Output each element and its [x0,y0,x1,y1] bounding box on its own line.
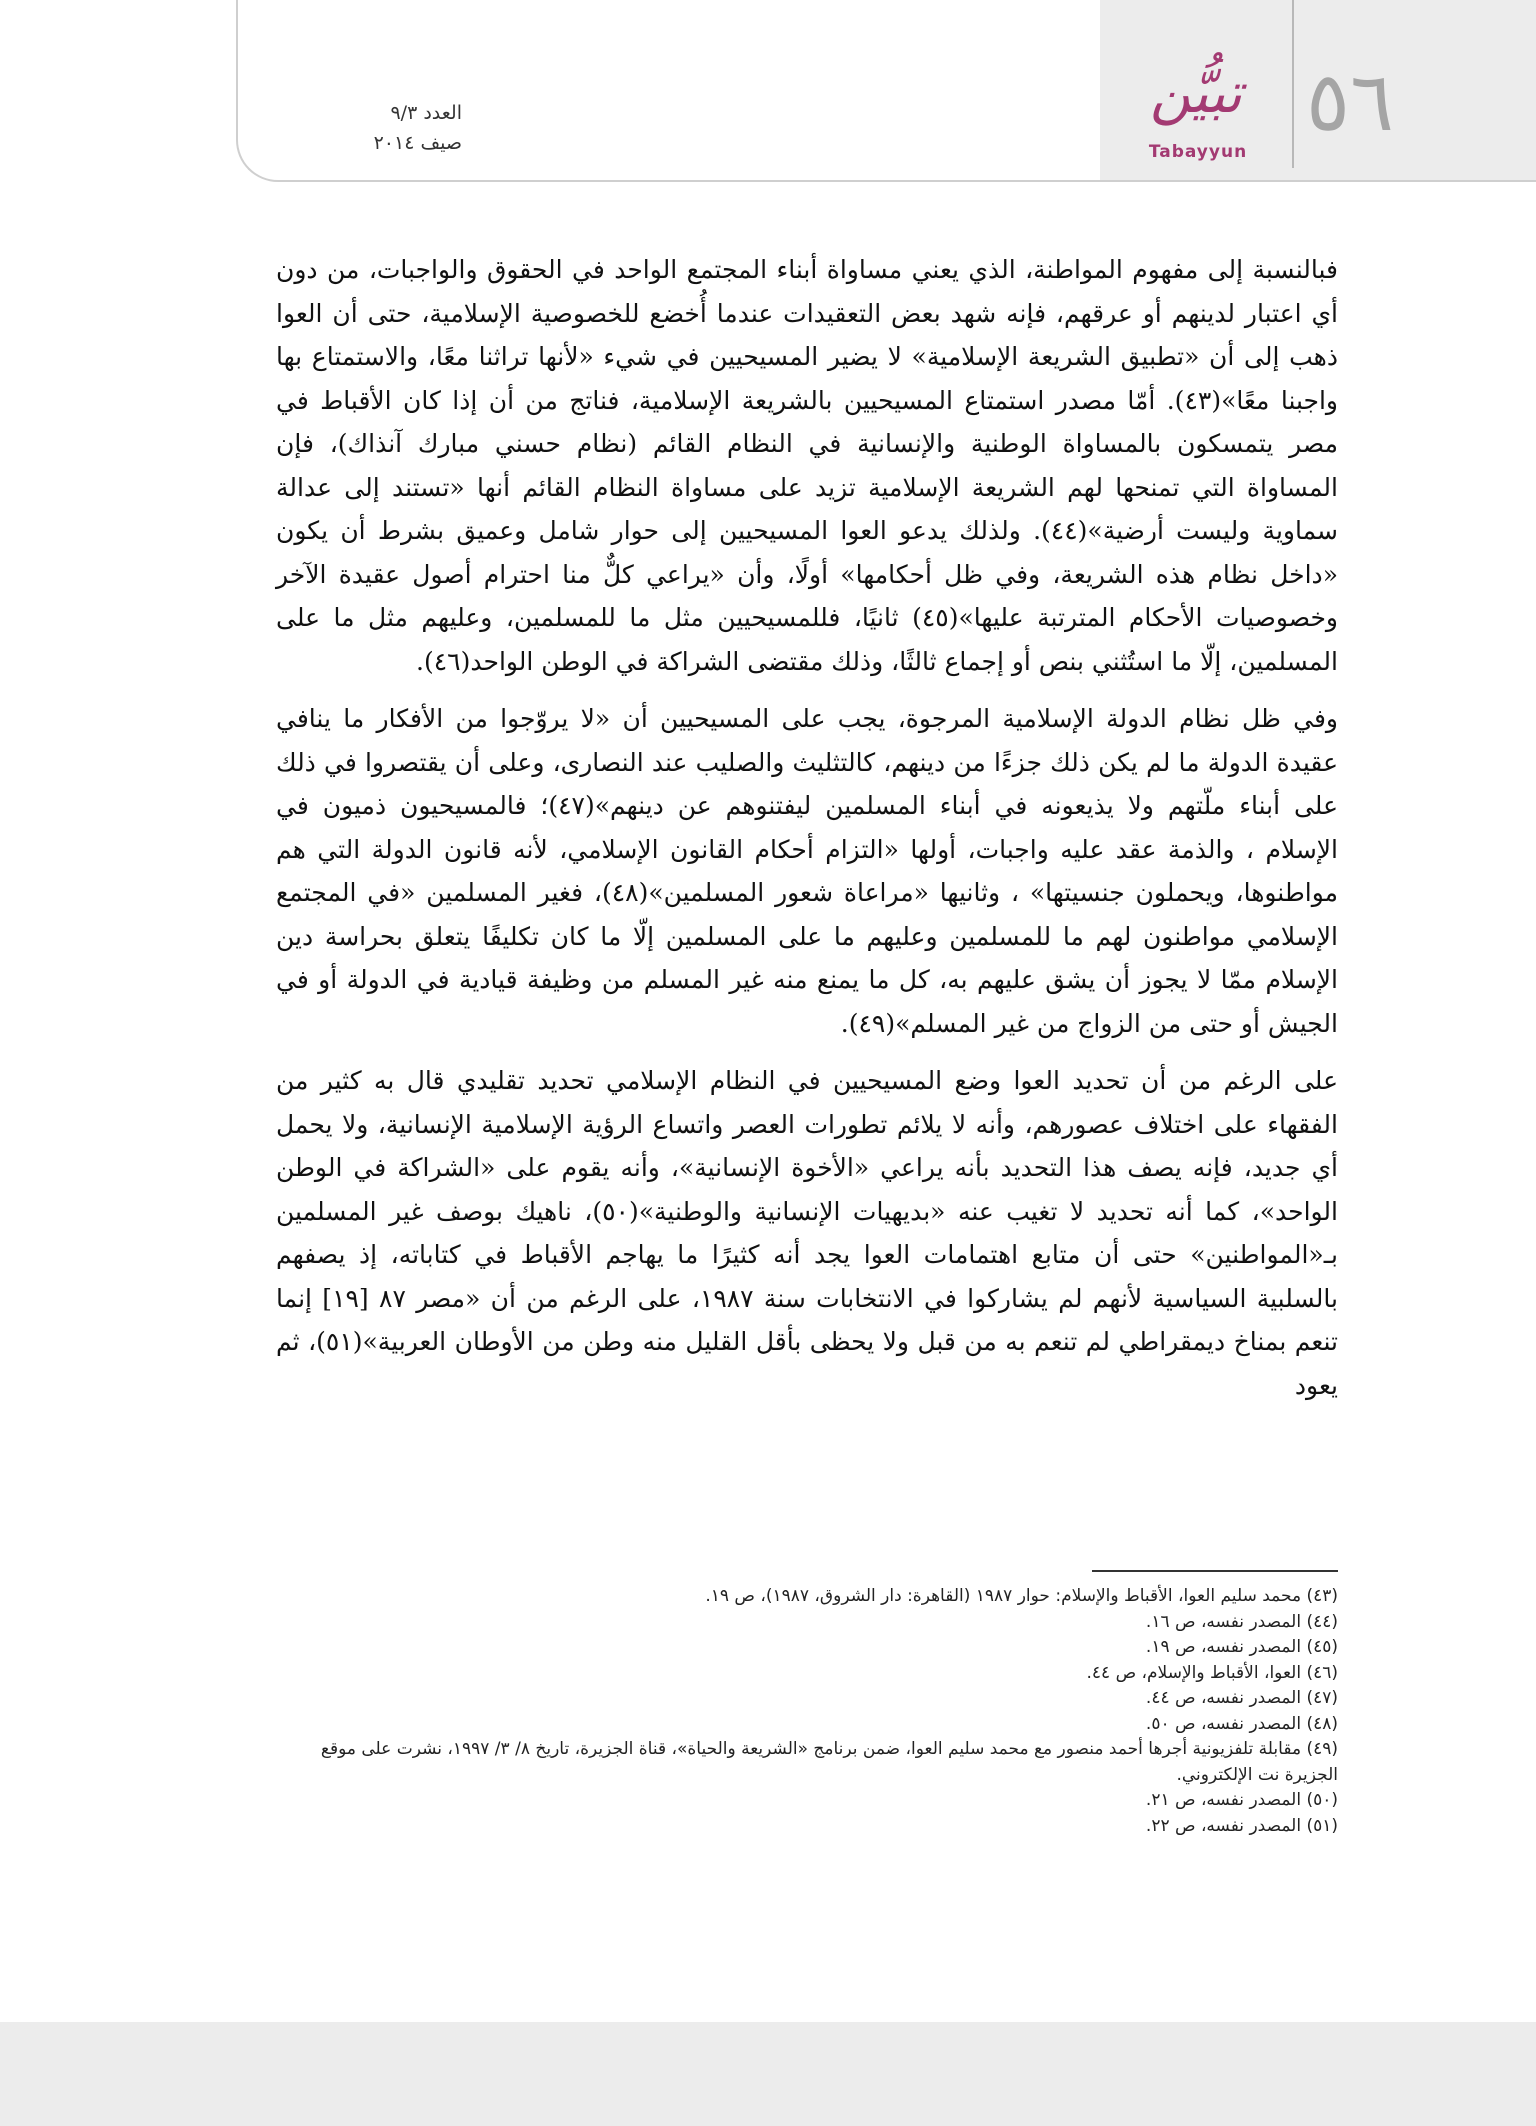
footnote-45: (٤٥) المصدر نفسه، ص ١٩. [1145,1637,1338,1657]
footnotes [276,1584,1338,1839]
footnote-47: (٤٧) المصدر نفسه، ص ٤٤. [1145,1688,1338,1708]
header-divider [1292,0,1294,168]
page-number: ٥٦ [1306,55,1395,150]
footnote-48: (٤٨) المصدر نفسه، ص ٥٠. [1145,1713,1338,1734]
article-body [276,248,1338,1421]
footnote-46: (٤٦) العوا، الأقباط والإسلام، ص ٤٤. [1086,1662,1338,1683]
logo-arabic-text: تبيُّن [1149,61,1242,126]
issue-season: صيف ٢٠١٤ [373,132,462,154]
paragraph-3: على الرغم من أن تحديد العوا وضع المسيحيين في النظام الإسلامي تحديد تقليدي قال به كثير من الفقهاء على اختلاف عصورهم، وأنه لا يلائم تطورات العصر واتساع الرؤية الإسلامية الإنسانية، ولا يحمل أي جديد، فإنه يصف هذا التحديد بأنه يراعي «الأخوة الإنسانية»، وأنه يقوم على «الشراكة في الوطن الواحد»، كما أنه تحديد لا تغيب عنه «بديهيات الإنسانية والوطنية»(٥٠)، ناهيك بوصف غير المسلمين بـ«المواطنين» حتى أن متابع اهتمامات العوا يجد أنه كثيرًا ما يهاجم الأقباط في كتاباته، إذ يصفهم بالسلبية السياسية لأنهم لم يشاركوا في الانتخابات سنة ١٩٨٧، على الرغم من أن «مصر ٨٧ [١٩] إنما تنعم بمناخ ديمقراطي لم تنعم به من قبل ولا يحظى بأقل القليل منه وطن من الأوطان العربية»(٥١)، ثم يعود [276,1066,1338,1400]
tabayyun-logo [1116,61,1276,166]
footnote-51: (٥١) المصدر نفسه، ص ٢٢. [1145,1815,1338,1836]
footer-band [0,2022,1536,2126]
footnote-separator [1092,1570,1338,1572]
logo-latin-text: Tabayyun [1148,142,1248,162]
footnote-50: (٥٠) المصدر نفسه، ص ٢١. [1145,1790,1338,1810]
issue-info [262,98,462,158]
footnote-44: (٤٤) المصدر نفسه، ص ١٦. [1145,1611,1338,1632]
footnote-43: (٤٣) محمد سليم العوا، الأقباط والإسلام: حوار ١٩٨٧ (القاهرة: دار الشروق، ١٩٨٧)، ص ١٩. [705,1586,1338,1606]
paragraph-1: فبالنسبة إلى مفهوم المواطنة، الذي يعني مساواة أبناء المجتمع الواحد في الحقوق والواجبات، من دون أي اعتبار لدينهم أو عرقهم، فإنه شهد بعض التعقيدات عندما أُخضع للخصوصية الإسلامية، حتى أن العوا ذهب إلى أن «تطبيق الشريعة الإسلامية» لا يضير المسيحيين في شيء «لأنها تراثنا معًا، والاستمتاع بها واجبنا معًا»(٤٣). أمّا مصدر استمتاع المسيحيين بالشريعة الإسلامية، فناتج من أن إذا كان الأقباط في مصر يتمسكون بالمساواة الوطنية والإنسانية في النظام القائم (نظام حسني مبارك آنذاك)، فإن المساواة التي تمنحها لهم الشريعة الإسلامية تزيد على مساواة النظام القائم أنها «تستند إلى عدالة سماوية وليست أرضية»(٤٤). ولذلك يدعو العوا المسيحيين إلى حوار شامل وعميق بشرط أن يكون «داخل نظام هذه الشريعة، وفي ظل أحكامها» أولًا، وأن «يراعي كلٌّ منا احترام أصول عقيدة الآخر وخصوصيات الأحكام المترتبة عليها»(٤٥) ثانيًا، فللمسيحيين مثل ما للمسلمين، وعليهم مثل ما على المسلمين، إلّا ما استُثني بنص أو إجماع ثالثًا، وذلك مقتضى الشراكة في الوطن الواحد(٤٦). [276,255,1339,676]
issue-number: العدد ٩/٣ [390,102,462,124]
footnote-49: (٤٩) مقابلة تلفزيونية أجرها أحمد منصور مع محمد سليم العوا، ضمن برنامج «الشريعة والحياة»، قناة الجزيرة، تاريخ ٨/ ٣/ ١٩٩٧، نشرت على موقع الجزيرة نت الإلكتروني. [320,1739,1338,1785]
paragraph-2: وفي ظل نظام الدولة الإسلامية المرجوة، يجب على المسيحيين أن «لا يروّجوا من الأفكار ما ينافي عقيدة الدولة ما لم يكن ذلك جزءًا من دينهم، كالتثليث والصليب عند النصارى، وعلى أن يقتصروا في ذلك على أبناء ملّتهم ولا يذيعونه في أبناء المسلمين ليفتنوهم عن دينهم»(٤٧)؛ فالمسيحيون ذميون في الإسلام ، والذمة عقد عليه واجبات، أولها «التزام أحكام القانون الإسلامي، لأنه قانون الدولة التي هم مواطنوها، ويحملون جنسيتها» ، وثانيها «مراعاة شعور المسلمين»(٤٨)، فغير المسلمين «في المجتمع الإسلامي مواطنون لهم ما للمسلمين وعليهم ما على المسلمين إلّا ما كان تكليفًا يتعلق بحراسة دين الإسلام ممّا لا يجوز أن يشق عليهم به، كل ما يمنع منه غير المسلم من وظيفة قيادية في الدولة أو في الجيش أو حتى من الزواج من غير المسلم»(٤٩). [276,704,1339,1038]
